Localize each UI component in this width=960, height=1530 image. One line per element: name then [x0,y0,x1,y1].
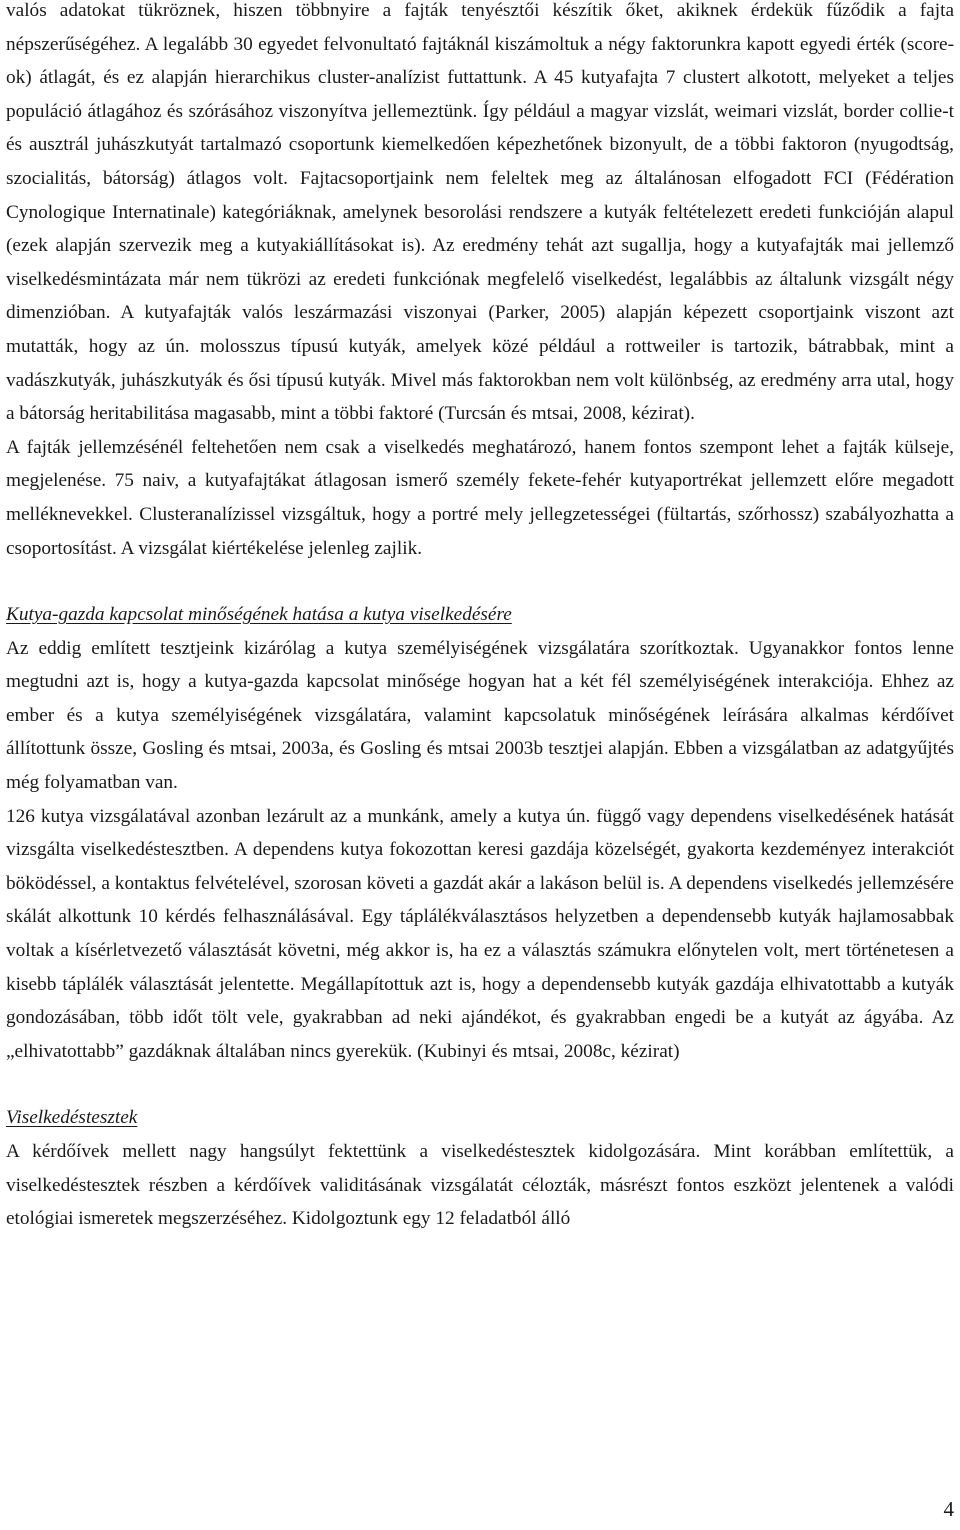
section-gap [6,1068,954,1101]
section-heading: Viselkedéstesztek [6,1107,138,1129]
body-paragraph: 126 kutya vizsgálatával azonban lezárult az a munkánk, amely a kutya ún. függő vagy dependens viselkedésének hatását vizsgálta viselkedéstesztben. A dependens kutya fokozottan keresi gazdája közelségét, gyakorta kezdeményez interakciót böködéssel, a kontaktus felvételével, szorosan követi a gazdát akár a lakáson belül is. A dependens viselkedés jellemzésére skálát alkottunk 10 kérdés felhasználásával. Egy táplálékválasztásos helyzetben a dependensebb kutyák hajlamosabbak voltak a kísérletvezető választását követni, még akkor is, ha ez a választás számukra előnytelen volt, mert történetesen a kisebb táplálék választását jelentette. Megállapítottuk azt is, hogy a dependensebb kutyák gazdája elhivatottabb a kutyák gondozásában, több időt tölt vele, gyakrabban ad neki ajándékot, és gyakrabban engedi be a kutyát az ágyába. Az „elhivatottabb” gazdáknak általában nincs gyerekük. (Kubinyi és mtsai, 2008c, kézirat) [6,805,954,1062]
body-paragraph: A kérdőívek mellett nagy hangsúlyt fektettünk a viselkedéstesztek kidolgozására. Mint korábban említettük, a viselkedéstesztek részben a kérdőívek validitásának vizsgálatát célozták, másrészt fontos eszközt jelentenek a valódi etológiai ismeretek megszerzéséhez. Kidolgoztunk egy 12 feladatból álló [6,1141,954,1230]
body-paragraph: A fajták jellemzésénél feltehetően nem csak a viselkedés meghatározó, hanem fontos szempont lehet a fajták külseje, megjelenése. 75 naiv, a kutyafajtákat átlagosan ismerő személy fekete-fehér kutyaportrékat jellemzett előre megadott melléknevekkel. Clusteranalízissel vizsgáltuk, hogy a portré mely jellegzetességei (fültartás, szőrhossz) szabályozhatta a csoportosítást. A vizsgálat kiértékelése jelenleg zajlik. [6,436,954,559]
section-heading: Kutya-gazda kapcsolat minőségének hatása a kutya viselkedésére [6,604,512,626]
body-paragraph: valós adatokat tükröznek, hiszen többnyire a fajták tenyésztői készítik őket, akiknek érdekük fűződik a fajta népszerűségéhez. A legalább 30 egyedet felvonultató fajtáknál kiszámoltuk a négy faktorunkra kapott egyedi érték (score-ok) átlagát, és ez alapján hierarchikus cluster-analízist futtattunk. A 45 kutyafajta 7 clustert alkotott, melyeket a teljes populáció átlagához és szórásához viszonyítva jellemeztünk. Így például a magyar vizslát, weimari vizslát, border collie-t és ausztrál juhászkutyát tartalmazó csoportunk kiemelkedően képezhetőnek bizonyult, de a többi faktoron (nyugodtság, szocialitás, bátorság) átlagos volt. Fajtacsoportjaink nem feleltek meg az általánosan elfogadott FCI (Fédération Cynologique Internatinale) kategóriáknak, amelynek besorolási rendszere a kutyák feltételezett eredeti funkcióján alapul (ezek alapján szervezik meg a kutyakiállításokat is). Az eredmény tehát azt sugallja, hogy a kutyafajták mai jellemző viselkedésmintázata már nem tükrözi az eredeti funkciónak megfelelő viselkedést, legalábbis az általunk vizsgált négy dimenzióban. A kutyafajták valós leszármazási viszonyai (Parker, 2005) alapján képezett csoportjaink viszont azt mutatták, hogy az ún. molosszus típusú kutyák, amelyek közé például a rottweiler is tartozik, bátrabbak, mint a vadászkutyák, juhászkutyák és ősi típusú kutyák. Mivel más faktorokban nem volt különbség, az eredmény arra utal, hogy a bátorság heritabilitása magasabb, mint a többi faktoré (Turcsán és mtsai, 2008, kézirat). [6,0,954,425]
body-paragraph: Az eddig említett tesztjeink kizárólag a kutya személyiségének vizsgálatára szorítkoztak. Ugyanakkor fontos lenne megtudni azt is, hogy a kutya-gazda kapcsolat minősége hogyan hat a két fél személyiségének interakciója. Ehhez az ember és a kutya személyiségének vizsgálatára, valamint kapcsolatuk minőségének leírására alkalmas kérdőívet állítottunk össze, Gosling és mtsai, 2003a, és Gosling és mtsai 2003b tesztjei alapján. Ebben a vizsgálatban az adatgyűjtés még folyamatban van. [6,637,954,794]
page-number: 4 [943,1497,954,1521]
section-gap [6,565,954,598]
